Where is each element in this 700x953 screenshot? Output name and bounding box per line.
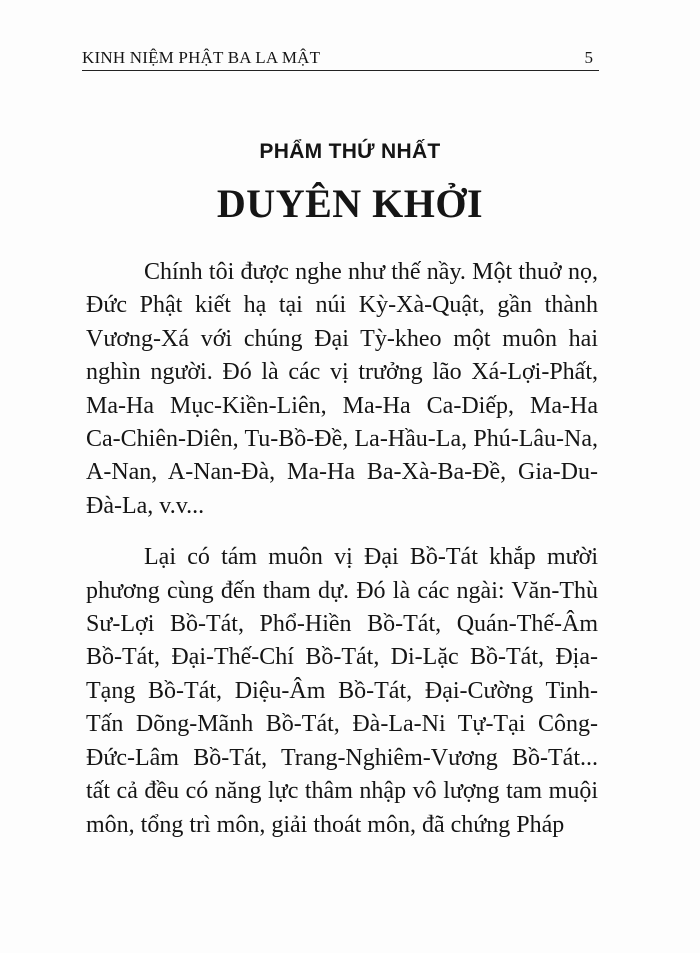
running-header	[82, 44, 599, 71]
chapter-label: PHẨM THỨ NHẤT	[259, 140, 441, 163]
paragraph-1: Chính tôi được nghe như thế nầy. Một thuở nọ, Đức Phật kiết hạ tại núi Kỳ-Xà-Quật, gần thành Vương-Xá với chúng Đại Tỳ-kheo một muôn hai nghìn người. Đó là các vị trưởng lão Xá-Lợi-Phất, Ma-Ha Mục-Kiền-Liên, Ma-Ha Ca-Diếp, Ma-Ha Ca-Chiên-Diên, Tu-Bồ-Đề, La-Hầu-La, Phú-Lâu-Na, A-Nan, A-Nan-Đà, Ma-Ha Ba-Xà-Ba-Đề, Gia-Du-Đà-La, v.v...	[86, 259, 598, 519]
body-text	[86, 256, 598, 842]
page-number: 5	[584, 48, 593, 67]
chapter-title: DUYÊN KHỞI	[216, 181, 484, 226]
paragraph-2: Lại có tám muôn vị Đại Bồ-Tát khắp mười phương cùng đến tham dự. Đó là các ngài: Văn-Thù Sư-Lợi Bồ-Tát, Phổ-Hiền Bồ-Tát, Quán-Thế-Âm Bồ-Tát, Đại-Thế-Chí Bồ-Tát, Di-Lặc Bồ-Tát, Địa-Tạng Bồ-Tát, Diệu-Âm Bồ-Tát, Đại-Cường Tinh-Tấn Dõng-Mãnh Bồ-Tát, Đà-La-Ni Tự-Tại Công-Đức-Lâm Bồ-Tát, Trang-Nghiêm-Vương Bồ-Tát... tất cả đều có năng lực thâm nhập vô lượng tam muội môn, tổng trì môn, giải thoát môn, đã chứng Pháp	[86, 544, 598, 838]
header-book-title: KINH NIỆM PHẬT BA LA MẬT	[82, 48, 321, 67]
